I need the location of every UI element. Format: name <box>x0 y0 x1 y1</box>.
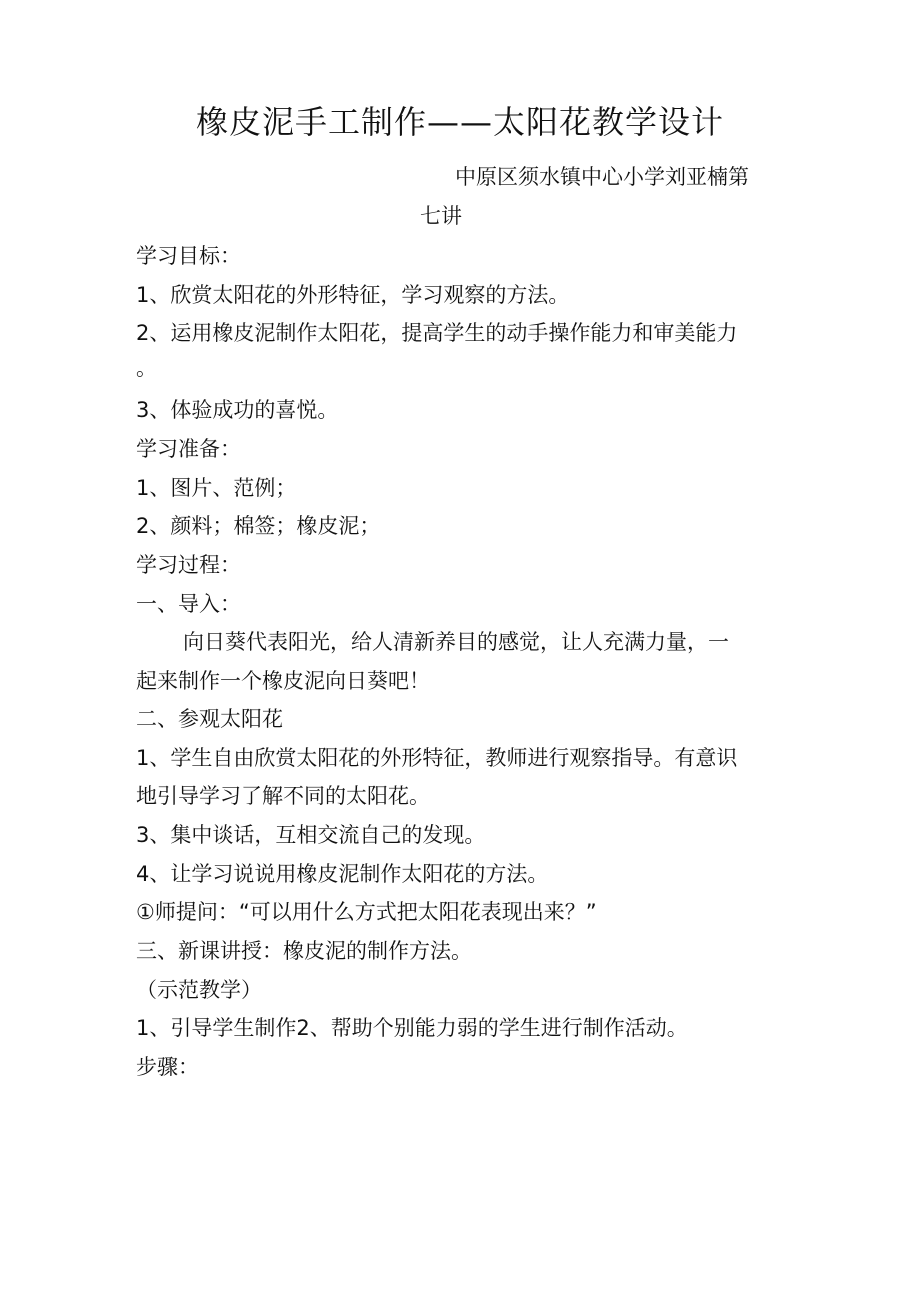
preparation-item: 2、颜料；棉签；橡皮泥； <box>136 514 381 538</box>
paragraph-line: 4、让学习说说用橡皮泥制作太阳花的方法。 <box>136 862 549 886</box>
paragraph-line: ①师提问：“可以用什么方式把太阳花表现出来？” <box>136 900 597 924</box>
paragraph-line: 3、集中谈话，互相交流自己的发现。 <box>136 823 486 847</box>
paragraph-line: 向日葵代表阳光，给人清新养目的感觉，让人充满力量，一 <box>183 630 729 654</box>
document-title: 橡皮泥手工制作——太阳花教学设计 <box>195 103 724 141</box>
author-line: 中原区须水镇中心小学刘亚楠第 <box>455 165 749 189</box>
paragraph-line: （示范教学） <box>136 978 262 1002</box>
subheading-visit: 二、参观太阳花 <box>136 707 283 731</box>
paragraph-line: 1、引导学生制作2、帮助个别能力弱的学生进行制作活动。 <box>136 1016 688 1040</box>
section-heading-preparation: 学习准备： <box>136 437 241 461</box>
objective-item-continued: 。 <box>136 356 157 380</box>
paragraph-line: 步骤： <box>136 1055 199 1079</box>
paragraph-line: 起来制作一个橡皮泥向日葵吧！ <box>136 669 430 693</box>
subheading-introduction: 一、导入： <box>136 592 241 616</box>
objective-item: 1、欣赏太阳花的外形特征，学习观察的方法。 <box>136 283 570 307</box>
section-heading-objectives: 学习目标： <box>136 244 241 268</box>
subheading-new-lesson: 三、新课讲授：橡皮泥的制作方法。 <box>136 939 472 963</box>
paragraph-line: 地引导学习了解不同的太阳花。 <box>136 784 430 808</box>
preparation-item: 1、图片、范例； <box>136 476 297 500</box>
objective-item: 2、运用橡皮泥制作太阳花，提高学生的动手操作能力和审美能力 <box>136 321 738 345</box>
section-heading-process: 学习过程： <box>136 553 241 577</box>
author-line-continued: 七讲 <box>420 204 462 228</box>
objective-item: 3、体验成功的喜悦。 <box>136 398 339 422</box>
paragraph-line: 1、学生自由欣赏太阳花的外形特征，教师进行观察指导。有意识 <box>136 746 738 770</box>
